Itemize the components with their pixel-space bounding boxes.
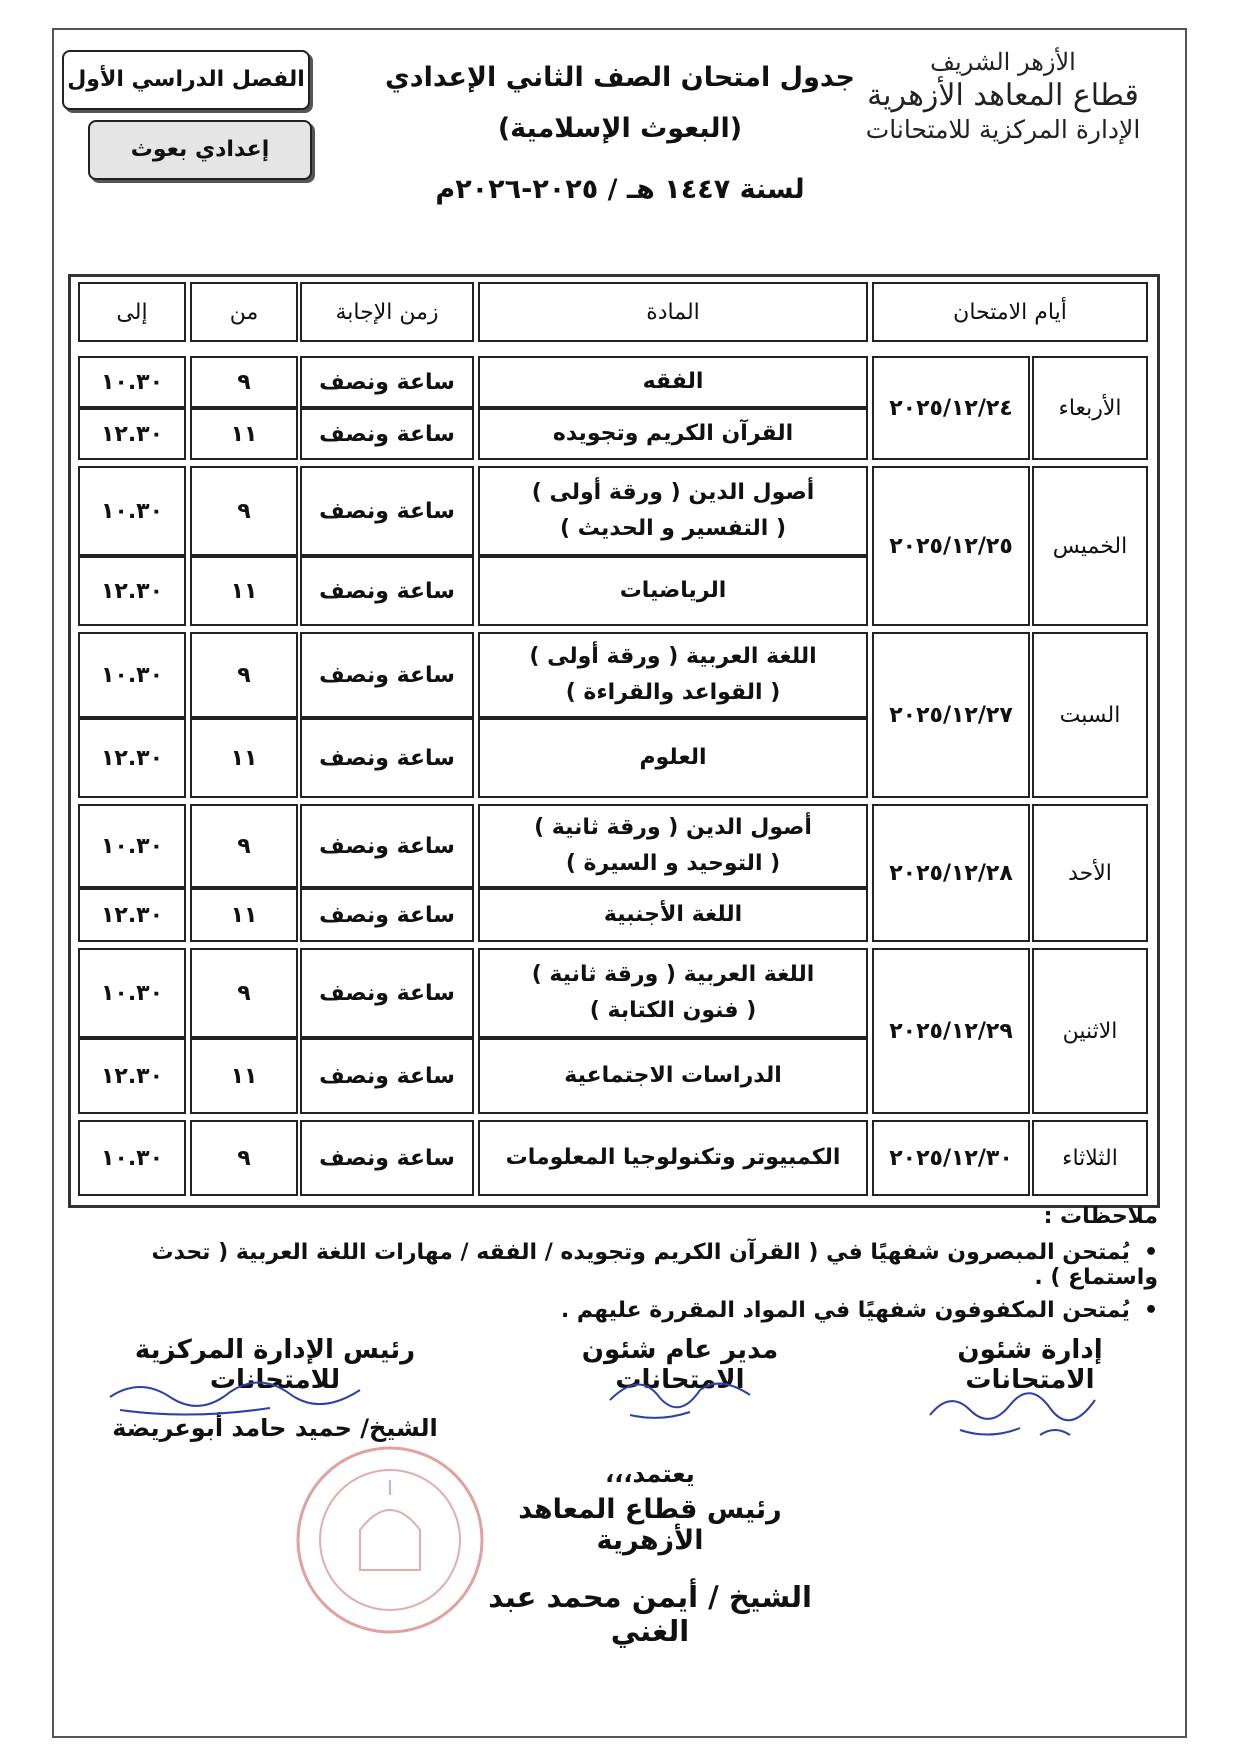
page-subtitle: (البعوث الإسلامية) <box>497 113 743 144</box>
note-item: • يُمتحن المبصرون شفهيًا في ( القرآن الكريم وتجويده / الفقه / مهارات اللغة العربية ( تحدث واستماع ) . <box>98 1240 1158 1290</box>
exam-start-time: ٩ <box>190 632 298 718</box>
exam-start-time: ١١ <box>190 718 298 798</box>
exam-duration: ساعة ونصف <box>300 804 474 888</box>
exam-end-time: ١٢.٣٠ <box>78 408 186 460</box>
exam-end-time: ١٠.٣٠ <box>78 632 186 718</box>
exam-subject <box>478 888 868 942</box>
exam-date: ٢٠٢٥/١٢/٢٤ <box>872 356 1030 460</box>
exam-day: الثلاثاء <box>1032 1120 1148 1196</box>
exam-duration: ساعة ونصف <box>300 948 474 1038</box>
subject-line: ( التوحيد و السيرة ) <box>565 851 781 876</box>
exam-end-time: ١٠.٣٠ <box>78 948 186 1038</box>
signature-general-manager: مدير عام شئون الامتحانات <box>581 1335 779 1395</box>
exam-subject <box>478 466 868 556</box>
subject-line: أصول الدين ( ورقة ثانية ) <box>534 815 812 840</box>
exam-subject <box>478 1038 868 1114</box>
subject-line: ( القواعد والقراءة ) <box>565 680 781 705</box>
exam-duration: ساعة ونصف <box>300 466 474 556</box>
exam-start-time: ٩ <box>190 466 298 556</box>
exam-subject <box>478 718 868 798</box>
exam-end-time: ١٠.٣٠ <box>78 804 186 888</box>
exam-start-time: ١١ <box>190 888 298 942</box>
exam-end-time: ١٢.٣٠ <box>78 888 186 942</box>
exam-duration: ساعة ونصف <box>300 1038 474 1114</box>
exam-duration: ساعة ونصف <box>300 408 474 460</box>
subject-line: الفقه <box>642 369 704 394</box>
subject-line: اللغة الأجنبية <box>603 902 743 927</box>
exam-date: ٢٠٢٥/١٢/٢٥ <box>872 466 1030 626</box>
exam-duration: ساعة ونصف <box>300 718 474 798</box>
exam-end-time: ١٠.٣٠ <box>78 356 186 408</box>
subject-line: القرآن الكريم وتجويده <box>552 421 794 446</box>
subject-line: الرياضيات <box>619 578 727 603</box>
exam-subject <box>478 408 868 460</box>
exam-start-time: ١١ <box>190 408 298 460</box>
title-block <box>330 62 910 205</box>
header-to: إلى <box>78 282 186 342</box>
subject-line: اللغة العربية ( ورقة ثانية ) <box>531 962 815 987</box>
signature-head-central: رئيس الإدارة المركزية للامتحانات <box>134 1335 416 1395</box>
exam-day: الأربعاء <box>1032 356 1148 460</box>
exam-start-time: ١١ <box>190 1038 298 1114</box>
exam-start-time: ٩ <box>190 948 298 1038</box>
track-badge: إعدادي بعوث <box>88 120 312 180</box>
subject-line: ( التفسير و الحديث ) <box>560 516 787 541</box>
exam-end-time: ١٢.٣٠ <box>78 718 186 798</box>
exam-date: ٢٠٢٥/١٢/٢٨ <box>872 804 1030 942</box>
header-days: أيام الامتحان <box>872 282 1148 342</box>
logo-line: الإدارة المركزية للامتحانات <box>865 115 1141 144</box>
notes-title: ملاحظات : <box>1043 1204 1158 1229</box>
header-subject: المادة <box>478 282 868 342</box>
exam-day: الخميس <box>1032 466 1148 626</box>
exam-subject <box>478 556 868 626</box>
exam-start-time: ٩ <box>190 356 298 408</box>
exam-date: ٢٠٢٥/١٢/٣٠ <box>872 1120 1030 1196</box>
signature-exam-affairs: إدارة شئون الامتحانات <box>957 1335 1103 1395</box>
subject-line: الكمبيوتر وتكنولوجيا المعلومات <box>505 1145 841 1170</box>
handwritten-signature <box>100 1362 400 1422</box>
exam-subject <box>478 804 868 888</box>
exam-day: الاثنين <box>1032 948 1148 1114</box>
approve-label: يعتمد،،، <box>605 1460 695 1488</box>
subject-line: أصول الدين ( ورقة أولى ) <box>531 480 815 505</box>
exam-duration: ساعة ونصف <box>300 556 474 626</box>
exam-day: الأحد <box>1032 804 1148 942</box>
head-central-name: الشيخ/ حميد حامد أبوعريضة <box>112 1414 438 1442</box>
header-from: من <box>190 282 298 342</box>
exam-start-time: ١١ <box>190 556 298 626</box>
exam-duration: ساعة ونصف <box>300 632 474 718</box>
notes-list <box>98 1240 1158 1331</box>
academic-year: لسنة ١٤٤٧ هـ / ٢٠٢٥-٢٠٢٦م <box>435 174 805 205</box>
exam-end-time: ١٠.٣٠ <box>78 1120 186 1196</box>
handwritten-signature <box>600 1360 770 1430</box>
subject-line: ( فنون الكتابة ) <box>589 998 757 1023</box>
approver-name: الشيخ / أيمن محمد عبد الغني <box>488 1580 812 1648</box>
exam-subject <box>478 948 868 1038</box>
subject-line: اللغة العربية ( ورقة أولى ) <box>529 644 817 669</box>
exam-day: السبت <box>1032 632 1148 798</box>
exam-duration: ساعة ونصف <box>300 888 474 942</box>
subject-line: العلوم <box>639 745 707 770</box>
semester-badge: الفصل الدراسي الأول <box>62 50 310 110</box>
exam-start-time: ٩ <box>190 804 298 888</box>
official-stamp-icon <box>290 1440 490 1640</box>
page-title: جدول امتحان الصف الثاني الإعدادي <box>385 62 855 93</box>
exam-date: ٢٠٢٥/١٢/٢٧ <box>872 632 1030 798</box>
exam-subject <box>478 356 868 408</box>
exam-subject <box>478 632 868 718</box>
exam-duration: ساعة ونصف <box>300 1120 474 1196</box>
exam-end-time: ١٢.٣٠ <box>78 1038 186 1114</box>
exam-duration: ساعة ونصف <box>300 356 474 408</box>
exam-date: ٢٠٢٥/١٢/٢٩ <box>872 948 1030 1114</box>
note-item: • يُمتحن المكفوفون شفهيًا في المواد المقررة عليهم . <box>98 1298 1158 1323</box>
approver-title: رئيس قطاع المعاهد الأزهرية <box>518 1494 782 1556</box>
exam-end-time: ١٢.٣٠ <box>78 556 186 626</box>
exam-start-time: ٩ <box>190 1120 298 1196</box>
logo-line: الأزهر الشريف <box>930 48 1076 76</box>
exam-subject <box>478 1120 868 1196</box>
subject-line: الدراسات الاجتماعية <box>564 1063 782 1088</box>
header-duration: زمن الإجابة <box>300 282 474 342</box>
handwritten-signature <box>920 1370 1120 1450</box>
logo-line: قطاع المعاهد الأزهرية <box>867 78 1139 113</box>
approval-block <box>470 1460 830 1648</box>
exam-end-time: ١٠.٣٠ <box>78 466 186 556</box>
